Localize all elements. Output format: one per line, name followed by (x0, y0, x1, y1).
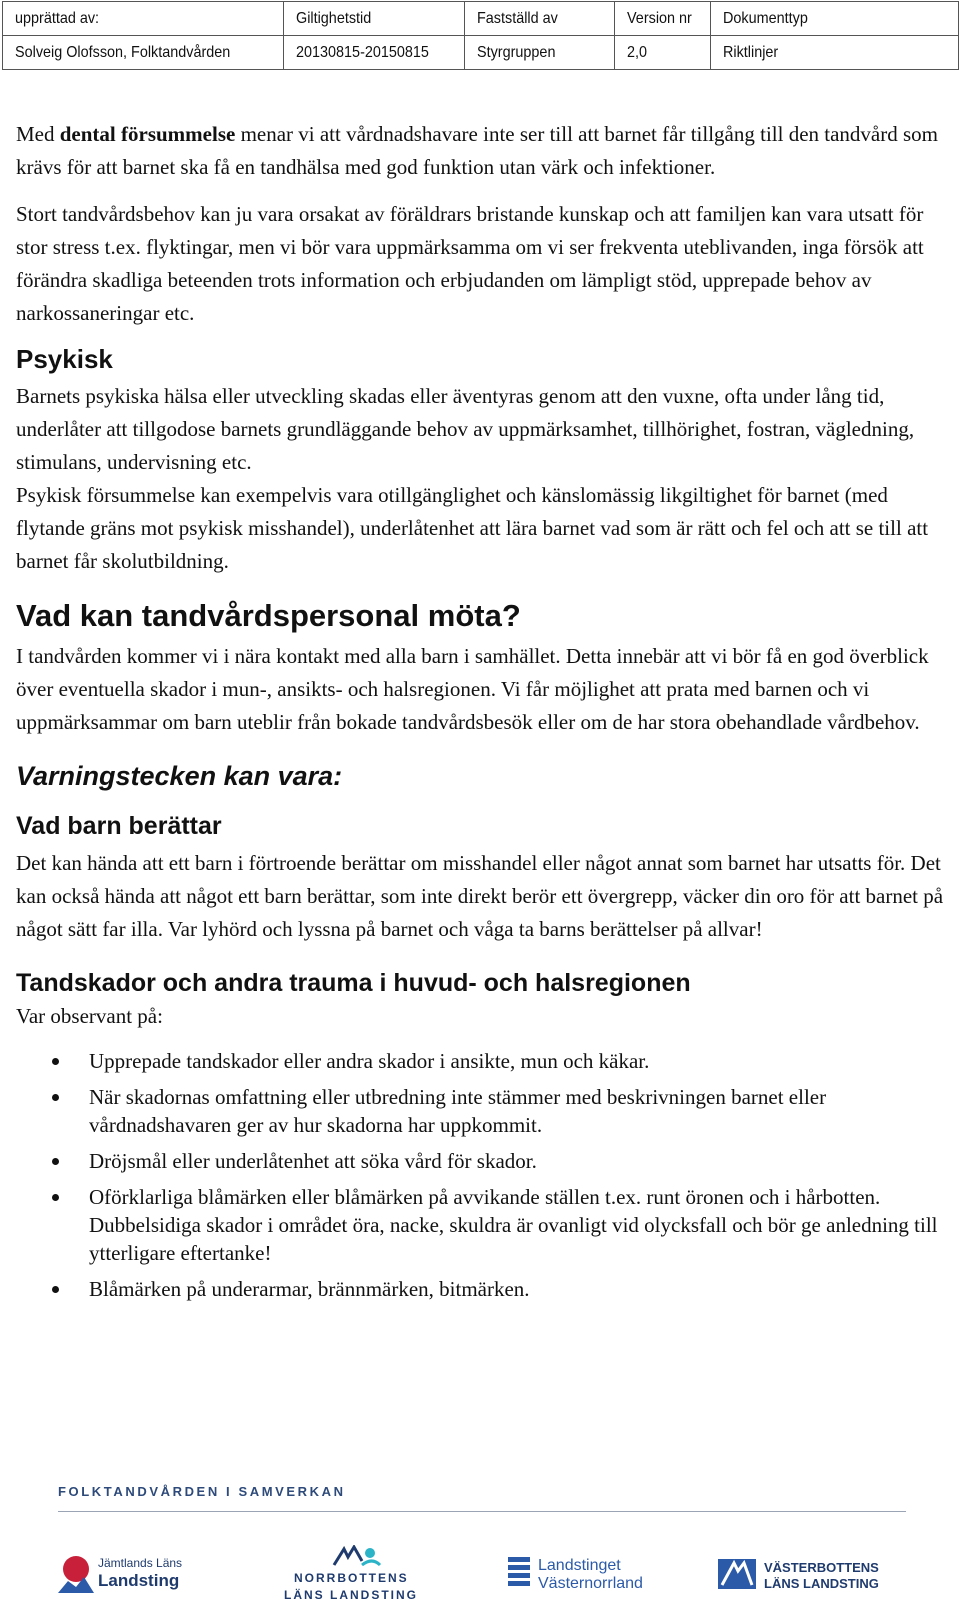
mota-paragraph: I tandvården kommer vi i nära kontakt med alla barn i samhället. Detta innebär att vi bör få en god överblick över eventuella skador i mun-, ansikts- och halsregionen. Vi får möjlighet att prata med barnen och vi uppmärksammar om barn uteblir från bokade tandvårdsbesök eller om de har stora obehandlade vårdbehov. (16, 644, 929, 734)
berattar-paragraph: Det kan hända att ett barn i förtroende berättar om misshandel eller något annat som barnet har utsatts för. Det kan också hända att något ett barn berättar, som inte direkt berör ett övergrepp, väcker din oro för att barnet på något sätt far illa. Var lyhörd och lyssna på barnet och våga ta barns berättelser på allvar! (16, 851, 944, 941)
heading-tandskador: Tandskador och andra trauma i huvud- och halsregionen (16, 969, 691, 997)
psykisk-paragraph-2: Psykisk försummelse kan exempelvis vara otillgänglighet och känslomässig likgiltighet för barnet (med flytande gräns mot psykisk misshandel), underlåtenhet att lära barnet vad som är rätt och fel och att se till att barnet får skolutbildning. (16, 483, 929, 573)
vasternorrland-landsting-logo (508, 1545, 658, 1605)
meta-label-row (3, 2, 959, 36)
meta-value-author: Solveig Olofsson, Folktandvården (3, 36, 284, 70)
list-item: Blåmärken på underarmar, brännmärken, bitmärken. (16, 1275, 946, 1303)
tandskador-intro: Var observant på: (16, 1004, 163, 1028)
heading-vad-kan-mota: Vad kan tandvårdspersonal möta? (16, 598, 521, 633)
meta-label-doctype: Dokumenttyp (711, 2, 959, 36)
heading-varningstecken: Varningstecken kan vara: (16, 761, 343, 791)
list-item: När skadornas omfattning eller utbredning inte stämmer med beskrivningen barnet eller vårdnadshavaren ger av hur skadorna har uppkommit. (16, 1083, 946, 1139)
norrbotten-line1: NORRBOTTENS (294, 1571, 409, 1585)
document-body (16, 118, 946, 1311)
psykisk-paragraph-1: Barnets psykiska hälsa eller utveckling skadas eller äventyras genom att den vuxne, ofta under lång tid, underlåter att tillgodose barnets grundläggande behov av uppmärksamhet, tillhörighet, fostran, vägledning, stimulans, undervisning etc. (16, 384, 915, 474)
bullet-icon (52, 1158, 59, 1165)
jamtland-line1: Jämtlands Läns (98, 1556, 183, 1570)
vasterbotten-emblem-icon (718, 1559, 756, 1589)
footer-divider (58, 1511, 906, 1512)
list-item: Upprepade tandskador eller andra skador i ansikte, mun och käkar. (16, 1047, 946, 1075)
bullet-icon (52, 1286, 59, 1293)
norrbotten-landsting-logo (284, 1545, 430, 1605)
bullet-icon (52, 1194, 59, 1201)
vasterbotten-line2: LÄNS LANDSTING (764, 1576, 879, 1591)
jamtland-emblem-icon (56, 1553, 96, 1597)
jamtland-landsting-logo (56, 1545, 186, 1605)
meta-label-approved-by: Fastställd av (465, 2, 615, 36)
meta-label-version: Version nr (615, 2, 711, 36)
heading-vad-barn-berattar: Vad barn berättar (16, 812, 222, 840)
warning-signs-list (16, 1047, 946, 1303)
vasterbotten-landsting-logo (718, 1545, 888, 1605)
meta-value-doctype: Riktlinjer (711, 36, 959, 70)
jamtland-line2: Landsting (98, 1571, 180, 1590)
vasternorrland-emblem-icon (508, 1557, 532, 1591)
intro-paragraph-1: Med dental försummelse menar vi att vårdnadshavare inte ser till att barnet får tillgång till den tandvård som krävs för att barnet ska få en tandhälsa med god funktion utan värk och infektioner. (16, 122, 938, 179)
meta-label-validity: Giltighetstid (284, 2, 465, 36)
list-item: Dröjsmål eller underlåtenhet att söka vård för skador. (16, 1147, 946, 1175)
intro-paragraph-2: Stort tandvårdsbehov kan ju vara orsakat av föräldrars bristande kunskap och att familjen kan vara utsatt för stor stress t.ex. flyktingar, men vi bör vara uppmärksamma om vi ser frekventa uteblivanden, inga försök att förändra skadliga beteenden trots information och erbjudanden om lämpligt stöd, upprepade behov av narkossaneringar etc. (16, 202, 924, 325)
meta-value-version: 2,0 (615, 36, 711, 70)
dental-neglect-term: dental försummelse (59, 122, 236, 146)
norrbotten-emblem-icon (332, 1545, 382, 1567)
meta-value-approved-by: Styrgruppen (465, 36, 615, 70)
list-item: Oförklarliga blåmärken eller blåmärken på avvikande ställen t.ex. runt öronen och i hårbotten. Dubbelsidiga skador i området öra, nacke, skuldra är ovanligt vid olycksfall och bör ge anledning till ytterligare eftertanke! (16, 1183, 946, 1267)
vasternorrland-line2: Västernorrland (538, 1575, 643, 1592)
footer-title: FOLKTANDVÅRDEN I SAMVERKAN (58, 1484, 346, 1499)
meta-value-row (3, 36, 959, 70)
bullet-icon (52, 1058, 59, 1065)
bullet-icon (52, 1094, 59, 1101)
meta-value-validity: 20130815-20150815 (284, 36, 465, 70)
norrbotten-line2: LÄNS LANDSTING (284, 1588, 418, 1602)
document-meta-table (2, 1, 959, 70)
vasterbotten-line1: VÄSTERBOTTENS (764, 1560, 879, 1575)
meta-label-author: upprättad av: (3, 2, 284, 36)
heading-psykisk: Psykisk (16, 344, 113, 374)
vasternorrland-line1: Landstinget (538, 1557, 621, 1574)
